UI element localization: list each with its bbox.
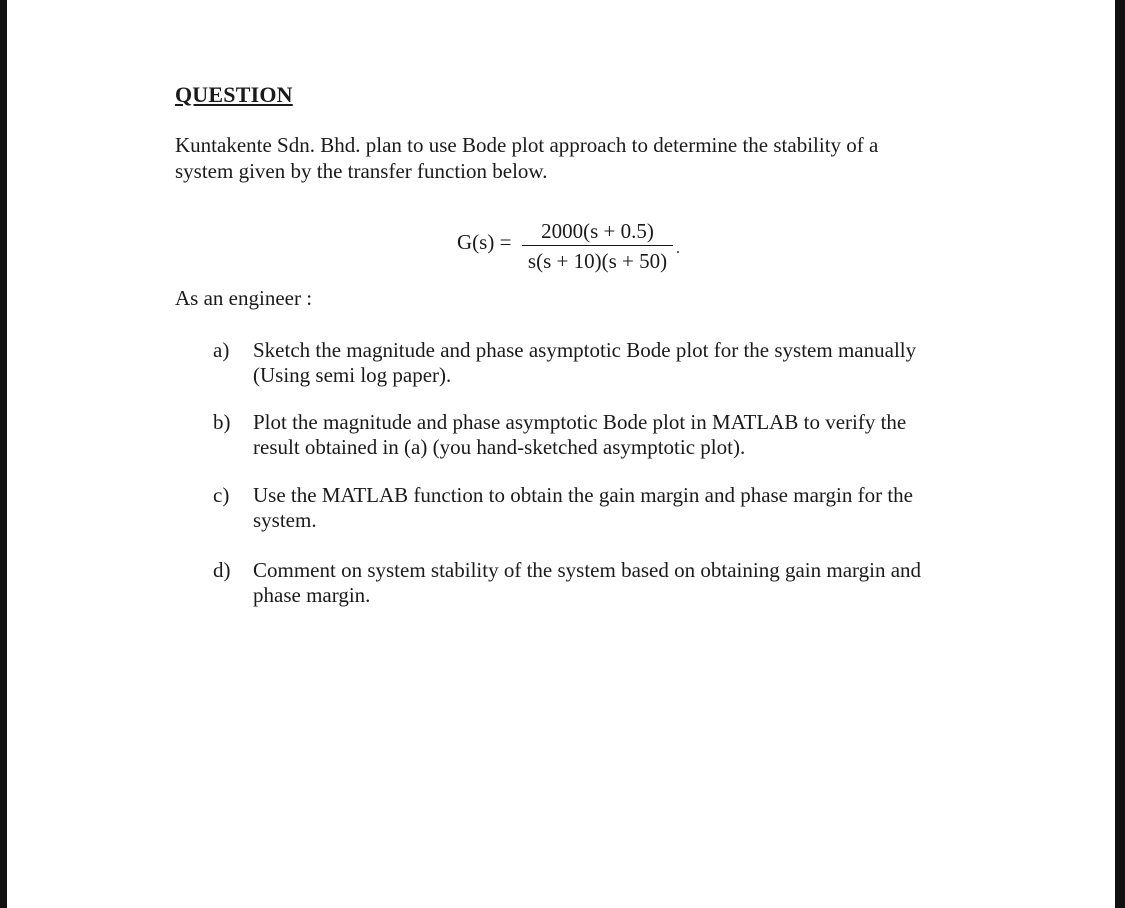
intro-line: system given by the transfer function below.: [175, 159, 548, 183]
task-marker: a): [213, 338, 230, 362]
task-marker: b): [213, 410, 231, 434]
intro-paragraph: [175, 132, 955, 184]
task-line: system.: [253, 508, 317, 532]
equation-numerator: 2000(s + 0.5): [541, 219, 654, 243]
task-line: result obtained in (a) (you hand-sketched asymptotic plot).: [253, 435, 746, 459]
task-line: Plot the magnitude and phase asymptotic Bode plot in MATLAB to verify the: [253, 410, 907, 434]
equation-denominator: s(s + 10)(s + 50): [527, 249, 668, 273]
task-marker: c): [213, 483, 230, 507]
task-line: phase margin.: [253, 583, 371, 607]
equation-trailing-dot: .: [676, 240, 680, 257]
task-line: (Using semi log paper).: [253, 363, 452, 387]
task-text: [253, 338, 973, 388]
task-text: [253, 410, 973, 460]
equation-lhs: G(s) =: [457, 230, 512, 254]
intro-line: Kuntakente Sdn. Bhd. plan to use Bode plot approach to determine the stability of a: [175, 133, 879, 157]
task-text: [253, 558, 973, 608]
task-line: Sketch the magnitude and phase asymptotic Bode plot for the system manually: [253, 338, 917, 362]
task-line: Comment on system stability of the system based on obtaining gain margin and: [253, 558, 922, 582]
task-marker: d): [213, 558, 231, 582]
equation-fraction: [520, 218, 675, 276]
task-text: [253, 483, 973, 533]
role-statement: As an engineer :: [175, 286, 313, 310]
question-heading: QUESTION: [175, 82, 293, 107]
task-line: Use the MATLAB function to obtain the gain margin and phase margin for the: [253, 483, 914, 507]
